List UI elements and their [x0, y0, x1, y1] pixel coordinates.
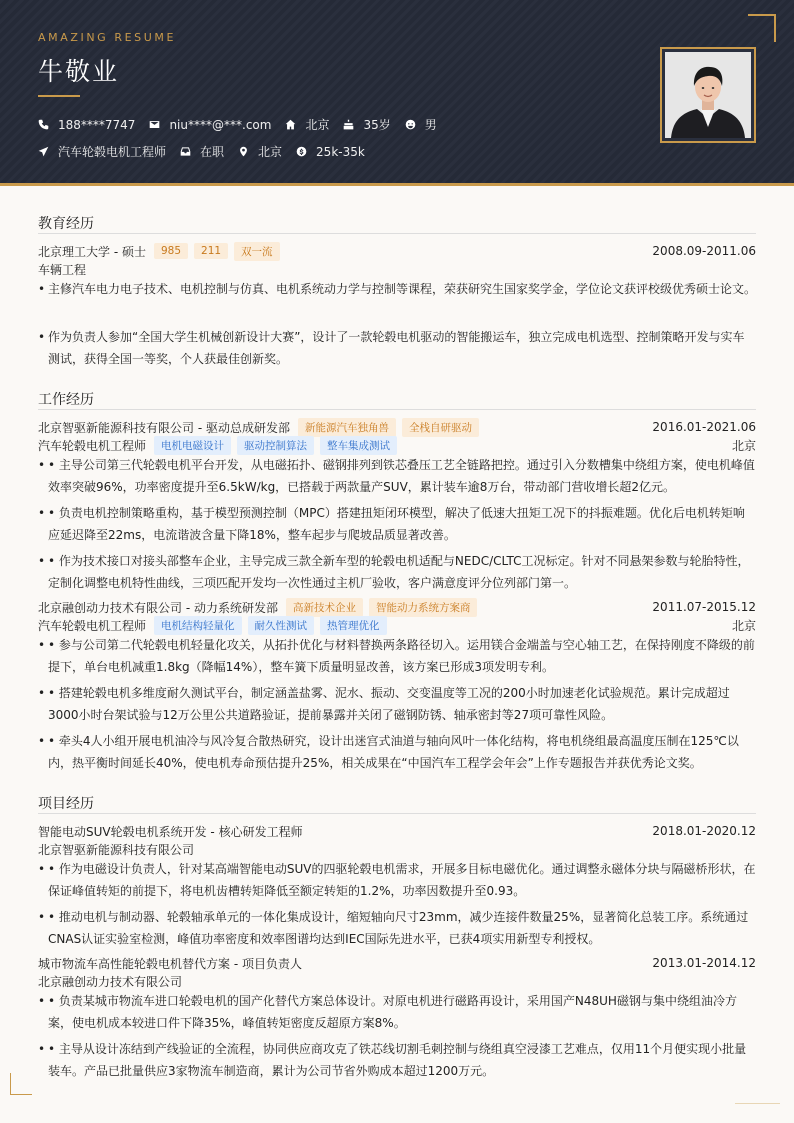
tag-badge: 高新技术企业: [286, 598, 363, 617]
section-divider: [38, 233, 756, 234]
job-title-text: 汽车轮毂电机工程师: [58, 145, 167, 159]
project-org-row: [38, 972, 756, 990]
education-bullet: • 主修汽车电力电子技术、电机控制与仿真、电机系统动力学与控制等课程，荣获研究生国家奖学金，学位论文获评校级优秀硕士论文。: [38, 278, 756, 300]
project-title-row: [38, 822, 756, 840]
project-org-row: [38, 840, 756, 858]
education-header-row: [38, 242, 756, 260]
section-title-project: 项目经历: [38, 796, 94, 812]
skill-tag: 热管理优化: [320, 616, 387, 635]
project-title: 城市物流车高性能轮毂电机替代方案 - 项目负责人: [38, 956, 302, 971]
skill-tag: 驱动控制算法: [237, 436, 314, 455]
school-name: 北京理工大学 - 硕士: [38, 244, 146, 259]
section-title-education: 教育经历: [38, 216, 94, 232]
face-icon: [405, 119, 416, 130]
send-icon: [38, 146, 49, 157]
role-name: 汽车轮毂电机工程师: [38, 618, 147, 633]
project-org: 北京智驱新能源科技有限公司: [38, 842, 195, 857]
job-intent-row: [38, 143, 379, 160]
tag-badge: 985: [154, 243, 188, 259]
work-company-row: [38, 418, 756, 436]
work-role-row: [38, 616, 756, 634]
project-bullet: • • 推动电机与制动器、轮毂轴承单元的一体化集成设计，缩短轴向尺寸23mm，减少连接件数量25%，显著简化总装工序。系统通过CNAS认证实验室检测，峰值功率密度和效率图谱均达到IEC国际先进水平，已获4项实用新型专利授权。: [38, 906, 756, 950]
person-portrait-icon: [665, 52, 751, 138]
company-name: 北京融创动力技术有限公司 - 动力系统研发部: [38, 600, 278, 615]
date-range: 2011.07-2015.12: [652, 600, 756, 614]
section-title-work: 工作经历: [38, 392, 94, 408]
inbox-icon: [180, 146, 191, 157]
date-range: 2016.01-2021.06: [652, 420, 756, 434]
tag-badge: 双一流: [234, 242, 280, 261]
coin-icon: [296, 146, 307, 157]
status-text: 在职: [200, 145, 225, 159]
contact-row: [38, 116, 451, 133]
company-name: 北京智驱新能源科技有限公司 - 驱动总成研发部: [38, 420, 290, 435]
date-range: 2013.01-2014.12: [652, 956, 756, 970]
age-text: 35岁: [363, 118, 391, 132]
project-bullet: • • 作为电磁设计负责人，针对某高端智能电动SUV的四驱轮毂电机需求，开展多目标电磁优化。通过调整永磁体分块与隔磁桥形状，在保证峰值转矩的前提下，将电机齿槽转矩降低至额定转矩的1.2%，功率因数提升至0.93。: [38, 858, 756, 902]
section-divider: [38, 813, 756, 814]
phone-icon: [38, 119, 49, 130]
role-name: 汽车轮毂电机工程师: [38, 438, 147, 453]
work-bullet: • • 负责电机控制策略重构，基于模型预测控制（MPC）搭建扭矩闭环模型，解决了低速大扭矩工况下的抖振难题。优化后电机转矩响应延迟降至22ms，电流谐波含量下降18%，整车起步与爬坡品质显著改善。: [38, 502, 756, 546]
email-text: niu****@***.com: [169, 117, 272, 132]
corner-ornament: [748, 14, 776, 42]
salary-text: 25k-35k: [316, 144, 365, 159]
project-org: 北京融创动力技术有限公司: [38, 974, 183, 989]
work-bullet: • • 搭建轮毂电机多维度耐久测试平台，制定涵盖盐雾、泥水、振动、交变温度等工况的200小时加速老化试验规范。累计完成超过3000小时台架试验与12万公里公共道路验证，提前暴露并关闭了磁钢防锈、轴承密封等27项可靠性风险。: [38, 682, 756, 726]
status-item: [180, 143, 224, 160]
corner-ornament: [10, 1073, 32, 1095]
target-city-item: [238, 143, 282, 160]
mail-icon: [149, 119, 160, 130]
name-underline: [38, 95, 80, 97]
candidate-name: 牛敬业: [38, 57, 120, 86]
tag-badge: 新能源汽车独角兽: [298, 418, 396, 437]
gender-text: 男: [424, 118, 437, 132]
footer-rule: [735, 1103, 780, 1104]
project-title: 智能电动SUV轮毂电机系统开发 - 核心研发工程师: [38, 824, 303, 839]
location-pin-icon: [238, 146, 249, 157]
work-bullet: • • 参与公司第二代轮毂电机轻量化攻关，从拓扑优化与材料替换两条路径切入。运用镁合金端盖与空心轴工艺，在保持刚度不降级的前提下，单台电机减重1.8kg（降幅14%），整车簧下质量明显改善，该方案已形成3项发明专利。: [38, 634, 756, 678]
city-item: [285, 116, 329, 133]
skill-tag: 整车集成测试: [320, 436, 397, 455]
target-city-text: 北京: [258, 145, 283, 159]
age-item: [343, 116, 390, 133]
email-item: [149, 118, 271, 132]
project-bullet: • • 负责某城市物流车进口轮毂电机的国产化替代方案总体设计。对原电机进行磁路再设计，采用国产N48UH磁钢与集中绕组油冷方案，使电机成本较进口件下降35%，峰值转矩密度反超原方案8%。: [38, 990, 756, 1034]
work-bullet: • • 主导公司第三代轮毂电机平台开发，从电磁拓扑、磁钢排列到铁芯叠压工艺全链路把控。通过引入分数槽集中绕组方案，使电机峰值效率突破96%，功率密度提升至6.5kW/kg，已搭载于两款量产SUV，累计装车逾8万台，带动部门营收增长超2亿元。: [38, 454, 756, 498]
work-bullet: • • 作为技术接口对接头部整车企业，主导完成三款全新车型的轮毂电机适配与NEDC/CLTC工况标定。针对不同悬架参数与轮胎特性，定制化调整电机特性曲线，三项匹配开发均一次性通过主机厂验收，客户满意度评分位列部门第一。: [38, 550, 756, 594]
profile-photo-frame: [660, 47, 756, 143]
tag-badge: 智能动力系统方案商: [369, 598, 478, 617]
education-bullet: • 作为负责人参加“全国大学生机械创新设计大赛”，设计了一款轮毂电机驱动的智能搬运车，独立完成电机选型、控制策略开发与实车测试，获得全国一等奖，个人获最佳创新奖。: [38, 326, 756, 370]
project-bullet: • • 主导从设计冻结到产线验证的全流程，协同供应商攻克了铁芯线切割毛刺控制与绕组真空浸漆工艺难点，仅用11个月便实现小批量装车。产品已批量供应3家物流车制造商，累计为公司节省外购成本超过1200万元。: [38, 1038, 756, 1082]
date-range: 2018.01-2020.12: [652, 824, 756, 838]
resume-header: [0, 0, 794, 186]
work-bullet: • • 牵头4人小组开展电机油冷与风冷复合散热研究，设计出迷宫式油道与轴向风叶一体化结构，将电机绕组最高温度压制在125℃以内，热平衡时间延长40%，使电机寿命预估提升25%，相关成果在“中国汽车工程学会年会”上作专题报告并获优秀论文奖。: [38, 730, 756, 774]
major-row: [38, 260, 756, 278]
city-text: 北京: [305, 118, 330, 132]
tag-badge: 211: [194, 243, 228, 259]
salary-item: [296, 145, 365, 159]
gender-item: [405, 116, 437, 133]
brand-text: AMAZING RESUME: [38, 31, 177, 44]
skill-tag: 电机结构轻量化: [154, 616, 242, 635]
cake-icon: [343, 119, 354, 130]
project-title-row: [38, 954, 756, 972]
job-title-item: [38, 143, 166, 160]
phone-item: [38, 118, 135, 132]
tag-badge: 全栈自研驱动: [402, 418, 479, 437]
phone-text: 188****7747: [58, 117, 136, 132]
location: 北京: [731, 438, 756, 453]
work-role-row: [38, 436, 756, 454]
skill-tag: 耐久性测试: [248, 616, 315, 635]
home-icon: [285, 119, 296, 130]
profile-photo: [665, 52, 751, 138]
skill-tag: 电机电磁设计: [154, 436, 231, 455]
date-range: 2008.09-2011.06: [652, 244, 756, 258]
work-company-row: [38, 598, 756, 616]
section-divider: [38, 409, 756, 410]
location: 北京: [731, 618, 756, 633]
major-name: 车辆工程: [38, 262, 87, 277]
